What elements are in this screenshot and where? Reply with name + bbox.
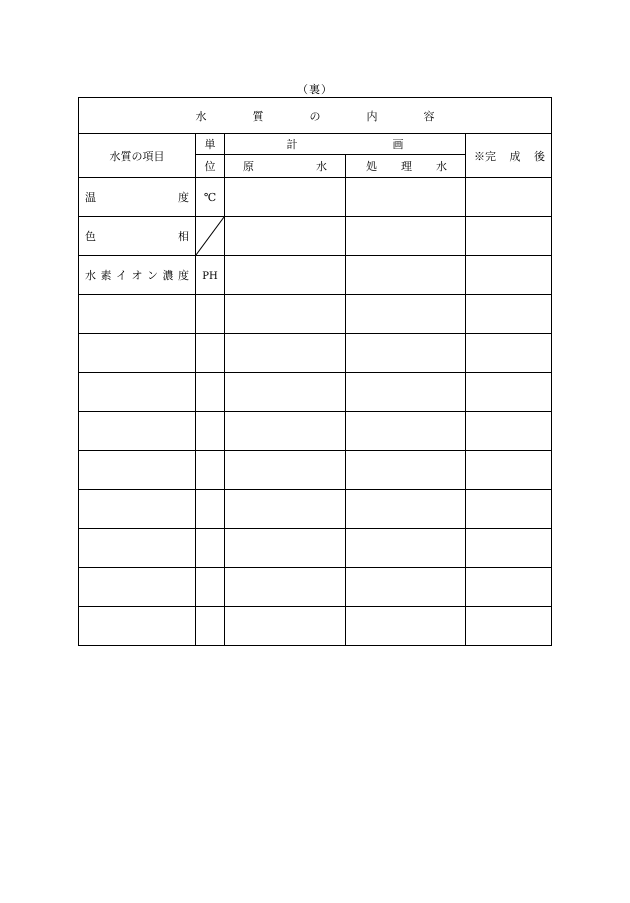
raw-water-cell[interactable] [225, 178, 346, 217]
raw-water-cell[interactable] [225, 412, 346, 451]
item-char: 色 [85, 230, 96, 243]
item-char: 温 [85, 191, 96, 204]
header-complete [466, 134, 552, 178]
treated-water-cell[interactable] [346, 256, 466, 295]
item-cell [79, 334, 196, 373]
treated-water-cell[interactable] [346, 295, 466, 334]
table-title-char: 質 [252, 109, 264, 123]
complete-cell[interactable] [466, 217, 552, 256]
complete-cell[interactable] [466, 568, 552, 607]
complete-cell[interactable] [466, 295, 552, 334]
item-char: 度 [178, 269, 189, 282]
item-cell [79, 412, 196, 451]
header-treated-water [346, 155, 466, 178]
header-treated-water-char: 処 [366, 160, 377, 173]
table-title-char: 容 [423, 109, 435, 123]
raw-water-cell[interactable] [225, 256, 346, 295]
header-treated-water-char: 水 [436, 160, 447, 173]
item-cell [79, 568, 196, 607]
header-unit-bottom: 位 [196, 155, 225, 178]
header-complete-char: 後 [534, 149, 545, 163]
complete-cell[interactable] [466, 256, 552, 295]
raw-water-cell[interactable] [225, 568, 346, 607]
raw-water-cell[interactable] [225, 334, 346, 373]
unit-cell [196, 490, 225, 529]
table-row [79, 607, 552, 646]
header-treated-water-char: 理 [401, 160, 412, 173]
table-row [79, 217, 552, 256]
raw-water-cell[interactable] [225, 217, 346, 256]
header-unit-top: 単 [196, 134, 225, 155]
table-title-char: 内 [366, 109, 378, 123]
table-title-char: の [309, 109, 321, 123]
header-plan-char: 計 [286, 138, 298, 151]
unit-cell [196, 256, 225, 295]
item-cell [79, 607, 196, 646]
treated-water-cell[interactable] [346, 568, 466, 607]
raw-water-cell[interactable] [225, 490, 346, 529]
table-row [79, 256, 552, 295]
item-cell [79, 295, 196, 334]
item-char: 相 [178, 230, 189, 243]
table-title [79, 98, 552, 134]
header-raw-water [225, 155, 346, 178]
treated-water-cell[interactable] [346, 178, 466, 217]
item-char: 度 [178, 191, 189, 204]
table-row [79, 295, 552, 334]
item-char: 濃 [162, 269, 174, 282]
treated-water-cell[interactable] [346, 607, 466, 646]
complete-cell[interactable] [466, 607, 552, 646]
water-quality-table [78, 97, 552, 646]
complete-cell[interactable] [466, 490, 552, 529]
table-title-char: 水 [195, 109, 207, 123]
item-char: オ [131, 269, 143, 282]
item-cell [79, 217, 196, 256]
item-cell [79, 529, 196, 568]
item-cell [79, 256, 196, 295]
header-plan [225, 134, 466, 155]
complete-cell[interactable] [466, 178, 552, 217]
complete-cell[interactable] [466, 529, 552, 568]
treated-water-cell[interactable] [346, 451, 466, 490]
unit-cell [196, 217, 225, 256]
item-char: イ [116, 269, 127, 282]
treated-water-cell[interactable] [346, 412, 466, 451]
header-complete-char: ※完 [474, 149, 496, 163]
item-char: 素 [100, 269, 112, 282]
unit-cell [196, 607, 225, 646]
table-row [79, 178, 552, 217]
table-row [79, 568, 552, 607]
header-item: 水質の項目 [79, 134, 196, 178]
raw-water-cell[interactable] [225, 529, 346, 568]
table-row [79, 451, 552, 490]
complete-cell[interactable] [466, 412, 552, 451]
item-char: ン [147, 269, 158, 282]
item-cell [79, 490, 196, 529]
item-cell [79, 178, 196, 217]
page-heading: （裏） [297, 83, 333, 96]
unit-label: ℃ [203, 190, 217, 204]
item-cell [79, 373, 196, 412]
item-char: 水 [85, 269, 96, 282]
table-row [79, 490, 552, 529]
unit-cell [196, 529, 225, 568]
raw-water-cell[interactable] [225, 295, 346, 334]
unit-cell [196, 568, 225, 607]
raw-water-cell[interactable] [225, 373, 346, 412]
complete-cell[interactable] [466, 334, 552, 373]
table-row [79, 529, 552, 568]
unit-cell [196, 334, 225, 373]
unit-cell [196, 412, 225, 451]
item-cell [79, 451, 196, 490]
unit-cell [196, 295, 225, 334]
table-row [79, 412, 552, 451]
header-plan-char: 画 [392, 138, 404, 151]
complete-cell[interactable] [466, 451, 552, 490]
treated-water-cell[interactable] [346, 373, 466, 412]
header-raw-water-char: 原 [243, 160, 254, 173]
treated-water-cell[interactable] [346, 529, 466, 568]
unit-cell [196, 178, 225, 217]
diagonal-line [196, 217, 224, 255]
raw-water-cell[interactable] [225, 451, 346, 490]
unit-cell [196, 451, 225, 490]
table-row [79, 334, 552, 373]
treated-water-cell[interactable] [346, 490, 466, 529]
treated-water-cell[interactable] [346, 217, 466, 256]
treated-water-cell[interactable] [346, 334, 466, 373]
unit-label: PH [202, 270, 218, 282]
table-row [79, 373, 552, 412]
header-complete-char: 成 [509, 149, 521, 163]
raw-water-cell[interactable] [225, 607, 346, 646]
header-raw-water-char: 水 [316, 160, 327, 173]
complete-cell[interactable] [466, 373, 552, 412]
unit-cell [196, 373, 225, 412]
